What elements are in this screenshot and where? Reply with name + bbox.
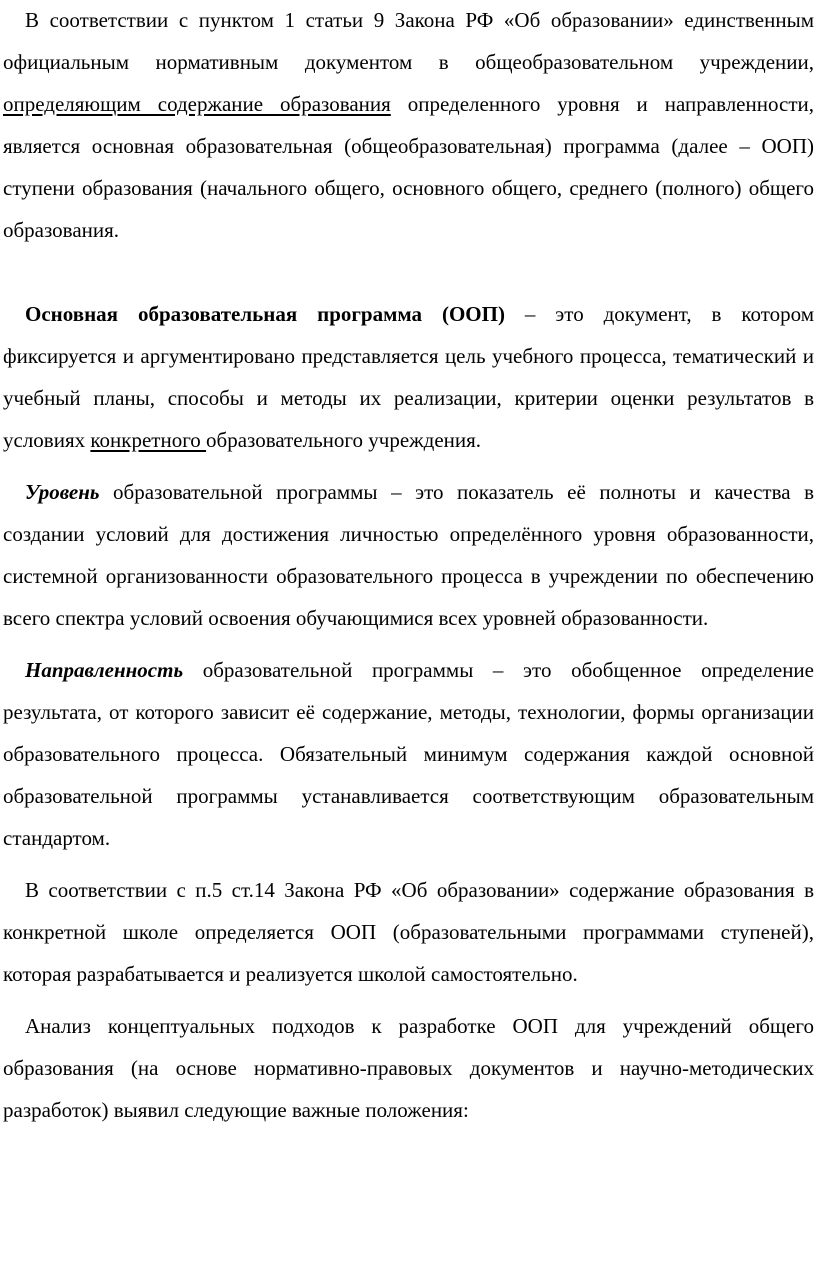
paragraph-direction-definition	[3, 649, 814, 859]
term-direction: Направленность	[25, 658, 184, 682]
paragraph-text: В соответствии с п.5 ст.14 Закона РФ «Об образовании» содержание образования в конкретной школе определяется ООП (образовательными программами ступеней), которая разрабатывается и реализуется школой самостоятельно.	[3, 878, 814, 986]
underlined-phrase: определяющим содержание образования	[3, 92, 391, 116]
term-level: Уровень	[25, 480, 100, 504]
paragraph-level-definition	[3, 471, 814, 639]
paragraph-oop-definition	[3, 293, 814, 461]
term-oop: Основная образовательная программа (ООП)	[25, 302, 505, 326]
paragraph-school-content	[3, 869, 814, 995]
paragraph-text: образовательной программы – это показатель её полноты и качества в создании условий для достижения личностью определённого уровня образованности, системной организованности образовательного процесса в учреждении по обеспечению всего спектра условий освоения обучающимися всех уровней образованности.	[3, 480, 814, 630]
paragraph-text: образовательного учреждения.	[206, 428, 482, 452]
paragraph-text: образовательной программы – это обобщенное определение результата, от которого зависит её содержание, методы, технологии, формы организации образовательного процесса. Обязательный минимум содержания каждой основной образовательной программы устанавливается соответствующим образовательным стандартом.	[3, 658, 814, 850]
paragraph-law-reference	[3, 0, 814, 251]
paragraph-text: определенного уровня и направленности, является основная образовательная (общеобразовательная) программа (далее – ООП) ступени образования (начального общего, основного общего, среднего (полного) общего образования.	[3, 92, 814, 242]
paragraph-text: В соответствии с пунктом 1 статьи 9 Закона РФ «Об образовании» единственным официальным нормативным документом в общеобразовательном учреждении,	[3, 8, 814, 74]
paragraph-text: – это документ, в котором фиксируется и аргументировано представляется цель учебного процесса, тематический и учебный планы, способы и методы их реализации, критерии оценки результатов в условиях	[3, 302, 814, 452]
paragraph-analysis	[3, 1005, 814, 1131]
underlined-phrase: конкретного	[90, 428, 207, 452]
paragraph-text: Анализ концептуальных подходов к разработке ООП для учреждений общего образования (на основе нормативно-правовых документов и научно-методических разработок) выявил следующие важные положения:	[3, 1014, 814, 1122]
